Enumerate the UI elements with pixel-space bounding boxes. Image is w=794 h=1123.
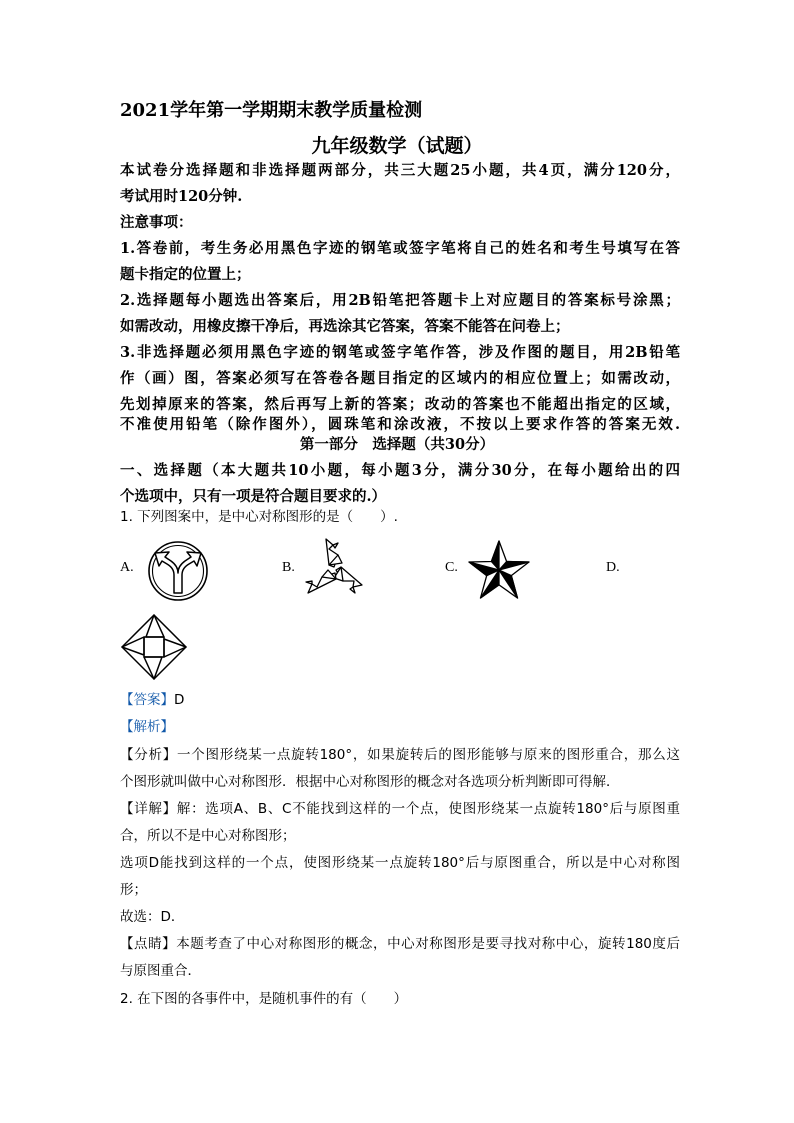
intro-line: 考试用时120分钟. — [120, 188, 243, 205]
part-title: 第一部分 选择题（共30分） — [299, 436, 495, 453]
detail-line — [120, 796, 680, 823]
notice-item-2: 2.选择题每小题选出答案后，用2B铅笔把答题卡上对应题目的答案标号涂黑； — [120, 292, 680, 309]
option-a-label: A. — [120, 560, 134, 575]
section-heading: 一、选择题（本大题共10小题，每小题3分，满分30分，在每小题给出的四 — [120, 462, 680, 479]
choose-line: 故选：D． — [120, 909, 185, 925]
comment-line — [120, 931, 680, 958]
notice-item-3: 先划掉原来的答案，然后再写上新的答案；改动的答案也不能超出指定的区域， — [120, 396, 680, 413]
notice-item-3: 作（画）图，答案必须写在答卷各题目指定的区域内的相应位置上；如需改动， — [120, 370, 680, 387]
analysis-tag — [120, 714, 680, 741]
notice-item-1: 1.答卷前，考生务必用黑色字迹的钢笔或签字笔将自己的姓名和考生号填写在答 — [120, 240, 680, 257]
answer-line — [120, 687, 680, 714]
three-bird-pinwheel-icon — [302, 537, 368, 603]
detail-line: 选项D能找到这样的一个点，使图形绕某一点旋转180°后与原图重合，所以是中心对称图 — [120, 855, 680, 871]
question-stem: 2. 在下图的各事件中，是随机事件的有（ ） — [120, 991, 408, 1007]
five-pointed-star-icon — [465, 538, 533, 604]
square-pinwheel-in-diamond-icon — [119, 612, 189, 682]
section-heading: 个选项中，只有一项是符合题目要求的.） — [120, 488, 387, 505]
fenxi-line — [120, 742, 680, 769]
intro-line: 本试卷分选择题和非选择题两部分，共三大题25小题，共4页，满分120分， — [120, 162, 680, 179]
circle-with-split-arrows-icon — [143, 540, 213, 602]
answer-tag: 【答案】 — [120, 692, 174, 708]
exam-subtitle: 九年级数学（试题） — [311, 135, 483, 157]
detail-tag: 【详解】 — [120, 801, 177, 817]
option-c-label: C. — [445, 560, 458, 575]
notice-item-3: 不准使用铅笔（除作图外），圆珠笔和涂改液，不按以上要求作答的答案无效. — [120, 416, 680, 433]
detail-text: 解：选项A、B、C不能找到这样的一个点，使图形绕某一点旋转180°后与原图重 — [176, 801, 680, 817]
comment-text: 本题考查了中心对称图形的概念，中心对称图形是要寻找对称中心，旋转180度后 — [176, 936, 680, 952]
notice-heading: 注意事项： — [120, 214, 193, 231]
fenxi-line: 个图形就叫做中心对称图形．根据中心对称图形的概念对各选项分析判断即可得解． — [120, 774, 620, 790]
fenxi-tag: 【分析】 — [120, 747, 178, 763]
notice-item-3: 3.非选择题必须用黑色字迹的钢笔或签字笔作答，涉及作图的题目，用2B铅笔 — [120, 344, 680, 361]
detail-line: 合，所以不是中心对称图形； — [120, 828, 296, 844]
comment-line: 与原图重合． — [120, 963, 201, 979]
option-b-label: B. — [282, 560, 295, 575]
answer-value: D — [174, 692, 185, 708]
comment-tag: 【点睛】 — [120, 936, 177, 952]
exam-title: 2021学年第一学期期末教学质量检测 — [120, 100, 423, 121]
fenxi-text: 一个图形绕某一点旋转180°，如果旋转后的图形能够与原来的图形重合，那么这 — [177, 747, 680, 763]
question-stem: 1. 下列图案中，是中心对称图形的是（ ）. — [120, 509, 398, 525]
analysis-label: 【解析】 — [120, 719, 174, 735]
notice-item-2: 如需改动，用橡皮擦干净后，再选涂其它答案，答案不能答在问卷上； — [120, 318, 570, 335]
notice-item-1: 题卡指定的位置上； — [120, 266, 251, 283]
detail-line: 形； — [120, 882, 147, 898]
option-d-label: D. — [606, 560, 620, 575]
